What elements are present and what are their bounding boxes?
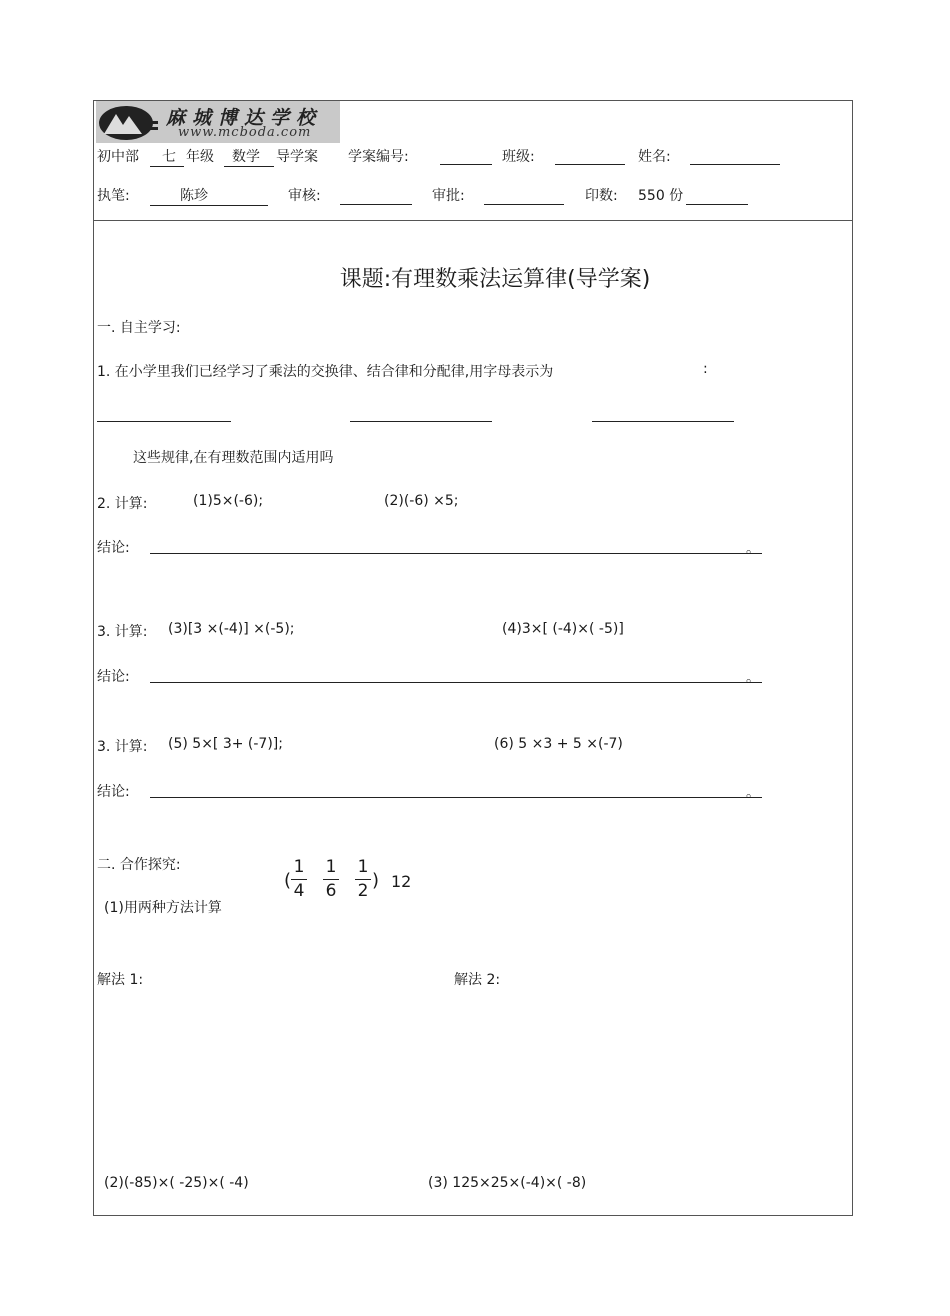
question-1: 1. 在小学里我们已经学习了乘法的交换律、结合律和分配律,用字母表示为 (97, 364, 554, 380)
fraction-2 (323, 858, 339, 901)
answer-blank-1[interactable] (97, 421, 231, 422)
expression-multiplier: 12 (391, 872, 412, 891)
subject-underline (224, 166, 274, 167)
page-title: 课题:有理数乘法运算律(导学案) (339, 267, 651, 292)
school-url: www.mcboda.com (178, 125, 312, 140)
fraction-1-numerator: 1 (293, 857, 305, 877)
problem-1: (1)用两种方法计算 (104, 900, 222, 916)
name-field[interactable] (690, 164, 780, 165)
question-4a: (5) 5×[ 3+ (-7)]; (168, 736, 283, 752)
section2-heading: 二. 合作探究: (97, 857, 181, 873)
problem-3: (3) 125×25×(-4)×( -8) (428, 1175, 587, 1191)
fraction-3-numerator: 1 (357, 857, 369, 877)
name-label: 姓名: (638, 149, 671, 165)
fraction-2-numerator: 1 (325, 857, 337, 877)
class-label: 班级: (502, 149, 535, 165)
conclusion-label-1: 结论: (97, 540, 130, 556)
author-underline (150, 205, 268, 206)
problem-2: (2)(-85)×( -25)×( -4) (104, 1175, 249, 1191)
approve-label: 审批: (432, 188, 465, 204)
question-4-label: 3. 计算: (97, 739, 148, 755)
question-3b: (4)3×[ (-4)×( -5)] (502, 621, 624, 637)
fraction-2-denominator: 6 (325, 881, 337, 901)
question-2a: (1)5×(-6); (193, 493, 264, 509)
print-label: 印数: (585, 188, 618, 204)
conclusion-line-2[interactable] (150, 682, 762, 683)
grade-value: 七 (162, 149, 176, 165)
fraction-1-denominator: 4 (293, 881, 305, 901)
dept-label: 初中部 (97, 149, 139, 165)
fraction-1 (291, 858, 307, 901)
review-label: 审核: (288, 188, 321, 204)
conclusion-label-2: 结论: (97, 669, 130, 685)
school-name: 麻城博达学校 (166, 107, 323, 129)
doc-type: 导学案 (276, 149, 318, 165)
answer-blank-2[interactable] (350, 421, 492, 422)
answer-blank-3[interactable] (592, 421, 734, 422)
section1-heading: 一. 自主学习: (97, 320, 181, 336)
class-field[interactable] (555, 164, 625, 165)
question-3-label: 3. 计算: (97, 624, 148, 640)
id-label: 学案编号: (348, 149, 409, 165)
conclusion-period-2: 。 (746, 670, 760, 686)
mountain-logo-icon (96, 101, 166, 143)
question-2b: (2)(-6) ×5; (384, 493, 459, 509)
approve-field[interactable] (484, 204, 564, 205)
conclusion-line-3[interactable] (150, 797, 762, 798)
method-2-label: 解法 2: (454, 972, 501, 988)
question-1-note: 这些规律,在有理数范围内适用吗 (133, 450, 334, 466)
review-field[interactable] (340, 204, 412, 205)
conclusion-label-3: 结论: (97, 784, 130, 800)
question-2-label: 2. 计算: (97, 496, 148, 512)
fraction-3-denominator: 2 (357, 881, 369, 901)
school-logo (96, 101, 340, 143)
question-4b: (6) 5 ×3 + 5 ×(-7) (494, 736, 623, 752)
conclusion-line-1[interactable] (150, 553, 762, 554)
author-value: 陈珍 (180, 188, 208, 204)
grade-underline (150, 166, 184, 167)
conclusion-period-3: 。 (746, 785, 760, 801)
fraction-3 (355, 858, 371, 901)
header-divider (93, 220, 853, 221)
question-3a: (3)[3 ×(-4)] ×(-5); (168, 621, 295, 637)
id-field[interactable] (440, 164, 492, 165)
conclusion-period-1: 。 (746, 541, 760, 557)
expression-paren-close: ) (372, 870, 380, 891)
print-count: 550 份 (638, 188, 684, 204)
subject-value: 数学 (232, 149, 260, 165)
expression-paren-open: ( (284, 870, 292, 891)
method-1-label: 解法 1: (97, 972, 144, 988)
print-underline (686, 204, 748, 205)
grade-label: 年级 (186, 149, 214, 165)
question-1-colon: : (703, 361, 708, 377)
author-label: 执笔: (97, 188, 130, 204)
